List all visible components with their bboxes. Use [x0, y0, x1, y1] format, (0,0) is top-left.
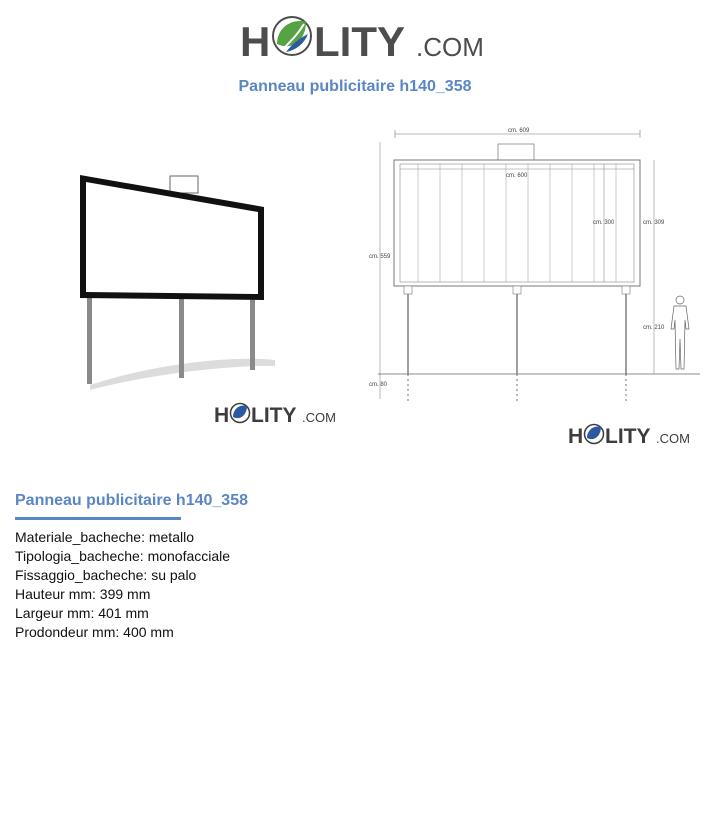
details-divider	[15, 517, 181, 520]
spec-depth: Prodondeur mm: 400 mm	[15, 624, 174, 640]
svg-text:LITY: LITY	[605, 425, 651, 448]
technical-drawing[interactable]	[360, 124, 705, 409]
svg-text:.COM: .COM	[656, 431, 690, 446]
brand-logo[interactable]	[240, 12, 484, 66]
dim-panel-height-outer: cm. 309	[643, 220, 665, 226]
spec-material: Materiale_bacheche: metallo	[15, 529, 194, 545]
holity-logo-small-graphic	[214, 400, 336, 428]
svg-text:H: H	[214, 404, 230, 427]
brand-logo-small[interactable]	[214, 400, 336, 428]
spec-width: Largeur mm: 401 mm	[15, 605, 149, 621]
dim-leg-height: cm. 210	[643, 325, 665, 331]
dim-inner-width: cm. 600	[506, 173, 528, 179]
svg-text:H: H	[568, 425, 584, 448]
dim-ground-depth: cm. 80	[369, 382, 388, 388]
dimension-diagram	[360, 124, 705, 409]
brand-logo-small-2[interactable]	[568, 421, 690, 449]
dim-panel-height-inner: cm. 300	[593, 220, 615, 226]
svg-text:H: H	[240, 18, 271, 65]
spec-height: Hauteur mm: 399 mm	[15, 586, 151, 602]
holity-logo-small-graphic-2	[568, 421, 690, 449]
product-photo[interactable]	[60, 160, 290, 400]
svg-text:LITY: LITY	[251, 404, 297, 427]
spec-type: Tipologia_bacheche: monofacciale	[15, 548, 231, 564]
page-title: Panneau publicitaire h140_358	[238, 78, 472, 95]
svg-text:LITY: LITY	[314, 18, 405, 65]
spec-mounting: Fissaggio_bacheche: su palo	[15, 567, 197, 583]
svg-text:.COM: .COM	[302, 410, 336, 425]
svg-text:.COM: .COM	[416, 32, 484, 62]
spec-list	[15, 528, 230, 642]
billboard-illustration	[60, 160, 290, 400]
holity-logo-graphic	[240, 12, 484, 66]
dim-total-height: cm. 559	[369, 254, 391, 260]
details-title: Panneau publicitaire h140_358	[15, 492, 248, 509]
dim-overall-width: cm. 609	[508, 128, 530, 134]
